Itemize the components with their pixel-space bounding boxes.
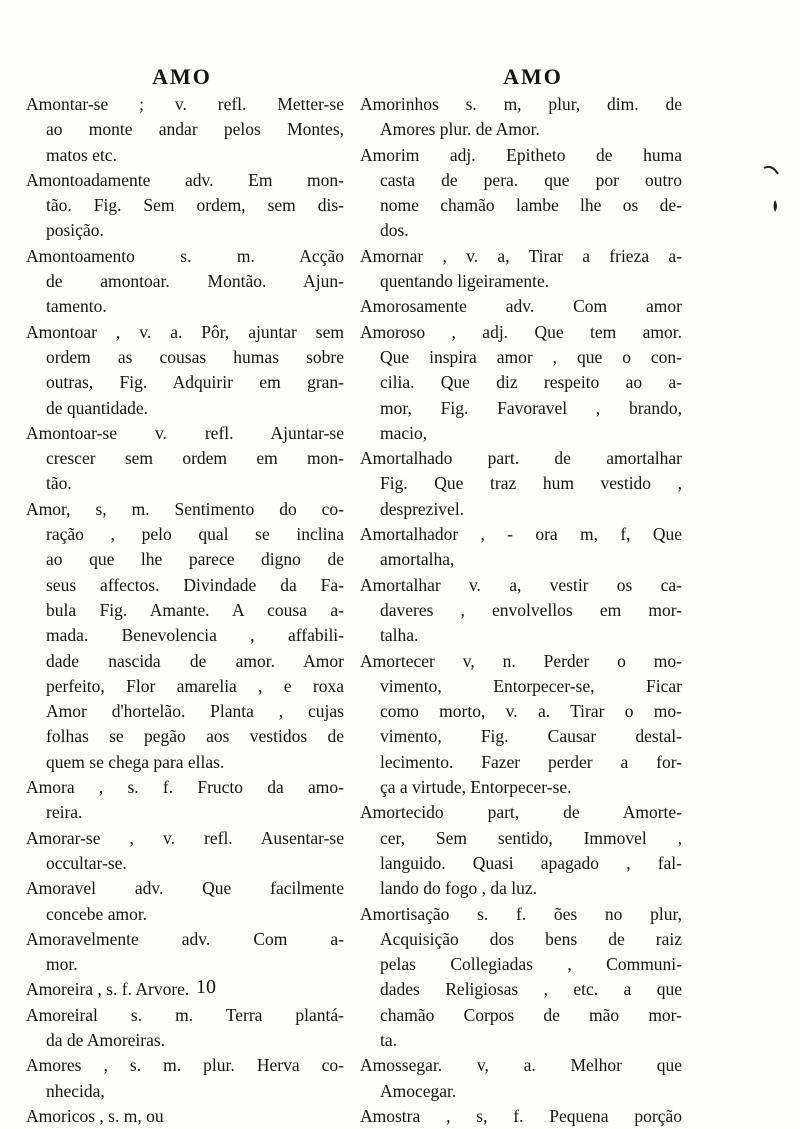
entry-continuation-line: reira. [46,802,83,823]
entry-continuation-line: dade nascida de amor. Amor [46,650,344,671]
entry-continuation-line: pelas Collegiadas , Communi- [380,954,682,975]
entry-continuation-line: mor, Fig. Favoravel , brando, [380,397,682,418]
entry-continuation-line: quentando ligeiramente. [380,271,550,292]
entry-continuation-line: mada. Benevolencia , affabili- [46,625,344,646]
entry-headword-line: Amoreiral s. m. Terra plantá- [26,1004,344,1025]
entry-continuation-line: de amontoar. Montão. Ajun- [46,271,344,292]
entry-continuation-line: mor. [46,954,78,975]
entry-headword-line: Amontoadamente adv. Em mon- [26,169,344,190]
entry-continuation-line: tão. [46,473,72,494]
entry-continuation-line: ração , pelo qual se inclina [46,524,344,545]
entry-continuation-line: Amor d'hortelão. Planta , cujas [46,701,344,722]
entry-continuation-line: perfeito, Flor amarelia , e roxa [46,675,344,696]
entry-continuation-line: amortalha, [380,549,455,570]
entry-continuation-line: cer, Sem sentido, Immovel , [380,827,682,848]
entry-continuation-line: Amocegar. [380,1080,457,1101]
page-number: 10 [196,976,216,998]
entry-continuation-line: cilia. Que diz respeito ao a- [380,372,682,393]
entry-continuation-line: outras, Fig. Adquirir em gran- [46,372,344,393]
entry-headword-line: Amoroso , adj. Que tem amor. [360,321,682,342]
entry-headword-line: Amoravel adv. Que facilmente [26,878,344,899]
entry-continuation-line: talha. [380,625,419,646]
entry-continuation-line: Que inspira amor , que o con- [380,346,682,367]
entry-headword-line: Amorar-se , v. refl. Ausentar-se [26,827,344,848]
entry-continuation-line: como morto, v. a. Tirar o mo- [380,701,682,722]
entry-continuation-line: dos. [380,220,409,241]
entry-headword-line: Amortalhar v. a, vestir os ca- [360,574,682,595]
entry-headword-line: Amontar-se ; v. refl. Metter-se [26,94,344,114]
entry-continuation-line: matos etc. [46,144,117,165]
entry-headword-line: Amontoar , v. a. Pôr, ajuntar sem [26,321,344,342]
entry-continuation-line: ao monte andar pelos Montes, [46,119,344,140]
entry-continuation-line: casta de pera. que por outro [380,169,682,190]
left-running-header: AMO [152,64,212,89]
entry-continuation-line: Acquisição dos bens de raiz [380,928,682,949]
entry-continuation-line: tão. Fig. Sem ordem, sem dis- [46,195,344,216]
entry-continuation-line: ao que lhe parece digno de [46,549,344,570]
entry-continuation-line: seus affectos. Divindade da Fa- [46,574,344,595]
entry-headword-line: Amontoar-se v. refl. Ajuntar-se [26,422,344,443]
entry-headword-line: Amora , s. f. Fructo da amo- [26,777,344,798]
left-entries [26,92,344,1129]
entry-continuation-line: folhas se pegão aos vestidos de [46,726,344,747]
entry-continuation-line: occultar-se. [46,852,127,873]
entry-headword-line: Amostra , s, f. Pequena porção [360,1105,682,1126]
entry-continuation-line: da de Amoreiras. [46,1029,166,1050]
entry-headword-line: Amortalhador , - ora m, f, Que [360,524,682,545]
entry-continuation-line: languido. Quasi apagado , fal- [380,852,682,873]
entry-continuation-line: crescer sem ordem em mon- [46,448,344,469]
entry-continuation-line: concebe amor. [46,903,148,924]
entry-continuation-line: daveres , envolvellos em mor- [380,599,682,620]
entry-headword-line: Amorosamente adv. Com amor [360,296,682,317]
entry-continuation-line: lando do fogo , da luz. [380,878,537,899]
entry-continuation-line: ça a virtude, Entorpecer-se. [380,777,572,798]
right-running-header: AMO [503,64,563,89]
entry-continuation-line: de quantidade. [46,397,149,418]
entry-headword-line: Amoravelmente adv. Com a- [26,928,344,949]
entry-headword-line: Amoreira , s. f. Arvore. [26,979,190,1000]
entry-headword-line: Amontoamento s. m. Acção [26,245,344,266]
entry-headword-line: Amortisação s. f. ões no plur, [360,903,682,924]
ink-blot-mark [760,160,782,220]
entry-continuation-line: vimento, Entorpecer-se, Ficar [380,675,682,696]
entry-continuation-line: quem se chega para ellas. [46,751,225,772]
entry-continuation-line: posição. [46,220,104,241]
entry-continuation-line: tamento. [46,296,107,317]
entry-continuation-line: macio, [380,422,428,443]
entry-headword-line: Amossegar. v, a. Melhor que [360,1055,682,1076]
entry-headword-line: Amorinhos s. m, plur, dim. de [360,94,682,114]
entry-continuation-line: Fig. Que traz hum vestido , [380,473,682,494]
entry-headword-line: Amores , s. m. plur. Herva co- [26,1055,344,1076]
entry-continuation-line: vimento, Fig. Causar destal- [380,726,682,747]
entry-headword-line: Amortalhado part. de amortalhar [360,448,682,469]
entry-continuation-line: nhecida, [46,1080,105,1101]
entry-headword-line: Amoricos , s. m, ou [26,1105,164,1126]
entry-continuation-line: nome chamão lambe lhe os de- [380,195,682,216]
entry-continuation-line: ta. [380,1029,398,1050]
entry-continuation-line: ordem as cousas humas sobre [46,346,344,367]
entry-continuation-line: bula Fig. Amante. A cousa a- [46,599,344,620]
right-entries [360,92,682,1129]
entry-continuation-line: desprezivel. [380,498,465,519]
entry-continuation-line: Amores plur. de Amor. [380,119,540,140]
entry-headword-line: Amortecido part, de Amorte- [360,802,682,823]
entry-headword-line: Amornar , v. a, Tirar a frieza a- [360,245,682,266]
entry-headword-line: Amorim adj. Epitheto de huma [360,144,682,165]
entry-continuation-line: dades Religiosas , etc. a que [380,979,682,1000]
entry-continuation-line: chamão Corpos de mão mor- [380,1004,682,1025]
entry-continuation-line: lecimento. Fazer perder a for- [380,751,682,772]
entry-headword-line: Amor, s, m. Sentimento do co- [26,498,344,519]
entry-headword-line: Amortecer v, n. Perder o mo- [360,650,682,671]
